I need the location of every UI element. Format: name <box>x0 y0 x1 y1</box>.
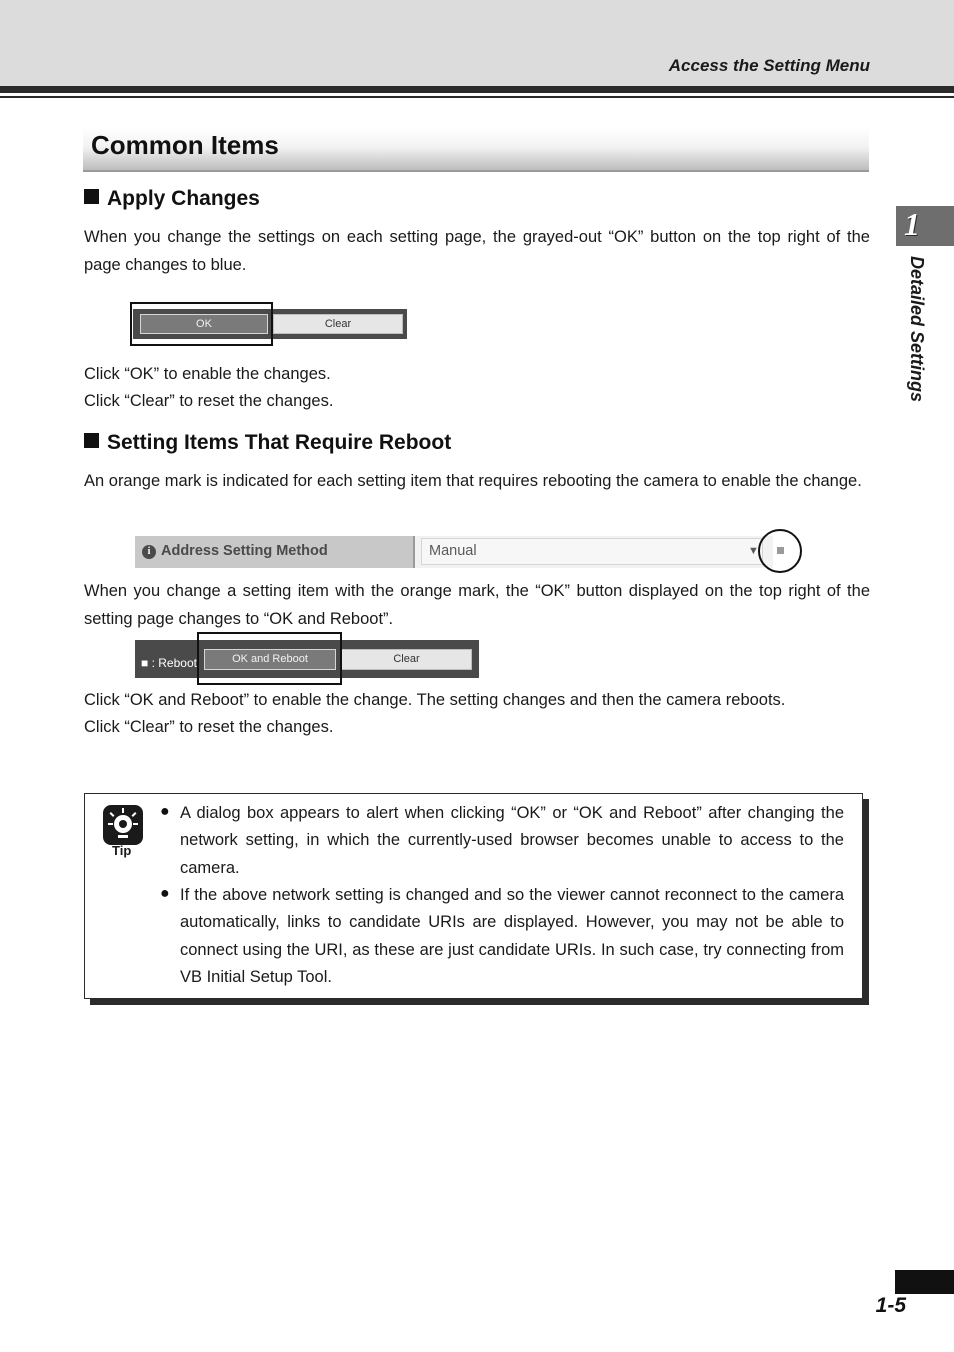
footer-tab <box>895 1270 954 1294</box>
note-ok: Click “OK” to enable the changes. <box>84 365 331 383</box>
chevron-down-icon[interactable]: ▼ <box>748 545 759 557</box>
reboot-mark-highlight <box>758 529 802 573</box>
note-ok-and-reboot: Click “OK and Reboot” to enable the change. The setting changes and then the camera reboots. <box>84 691 786 709</box>
square-bullet-icon <box>84 433 99 448</box>
square-bullet-icon <box>84 189 99 204</box>
setting-row-label: Address Setting Method <box>161 543 328 559</box>
subheading-apply-changes-text: Apply Changes <box>107 187 260 210</box>
header-rule-thin <box>0 96 954 98</box>
ok-and-reboot-button[interactable]: OK and Reboot <box>204 649 336 670</box>
reboot-paragraph-1: An orange mark is indicated for each setting item that requires rebooting the camera to enable the change. <box>84 472 862 490</box>
chapter-number: 1 <box>904 206 920 242</box>
lightbulb-ray <box>108 823 113 825</box>
subheading-reboot-items <box>84 431 451 455</box>
note-clear-reboot: Click “Clear” to reset the changes. <box>84 718 334 736</box>
ok-button-highlight <box>130 302 273 346</box>
lightbulb-bulb <box>114 815 132 833</box>
chapter-label: Detailed Settings <box>907 256 927 403</box>
apply-changes-paragraph: When you change the settings on each setting page, the grayed-out “OK” button on the top right of the page changes to blue. <box>84 228 870 274</box>
lightbulb-ray <box>122 808 124 813</box>
reboot-legend: ■ : Reboot <box>141 656 197 670</box>
tip-item: If the above network setting is changed and so the viewer cannot reconnect to the camera automatically, links to candidate URIs are displayed. However, you may not be able to connect using the URI, as these are just candidate URIs. In such case, try connecting from VB Initial Setup Tool. <box>180 886 844 986</box>
tip-item: A dialog box appears to alert when clicking “OK” or “OK and Reboot” after changing the network setting, in which the currently-used browser becomes unable to access to the camera. <box>180 804 844 877</box>
tip-bullet-icon: ● <box>160 885 170 902</box>
address-method-select-value: Manual <box>429 543 477 559</box>
lightbulb-icon <box>103 805 143 845</box>
lightbulb-base <box>118 835 128 838</box>
note-clear: Click “Clear” to reset the changes. <box>84 392 334 410</box>
subheading-reboot-items-text: Setting Items That Require Reboot <box>107 431 452 454</box>
section-title: Common Items <box>91 130 279 160</box>
info-icon: i <box>142 545 156 559</box>
running-header-title: Access the Setting Menu <box>668 56 870 75</box>
lightbulb-ray <box>132 812 137 817</box>
header-rule-thick <box>0 86 954 93</box>
tip-label: Tip <box>112 843 132 858</box>
ok-button[interactable]: OK <box>140 314 268 334</box>
clear-button[interactable]: Clear <box>273 314 403 334</box>
tip-bullet-icon: ● <box>160 803 170 820</box>
clear-button-reboot[interactable]: Clear <box>341 649 472 670</box>
ok-and-reboot-highlight <box>197 632 342 685</box>
page-number: 1-5 <box>875 1294 906 1317</box>
lightbulb-ray <box>133 823 138 825</box>
subheading-apply-changes <box>84 187 260 211</box>
reboot-paragraph-2: When you change a setting item with the orange mark, the “OK” button displayed on the top right of the setting page changes to “OK and Reboot”. <box>84 582 870 628</box>
lightbulb-ray <box>110 812 115 817</box>
